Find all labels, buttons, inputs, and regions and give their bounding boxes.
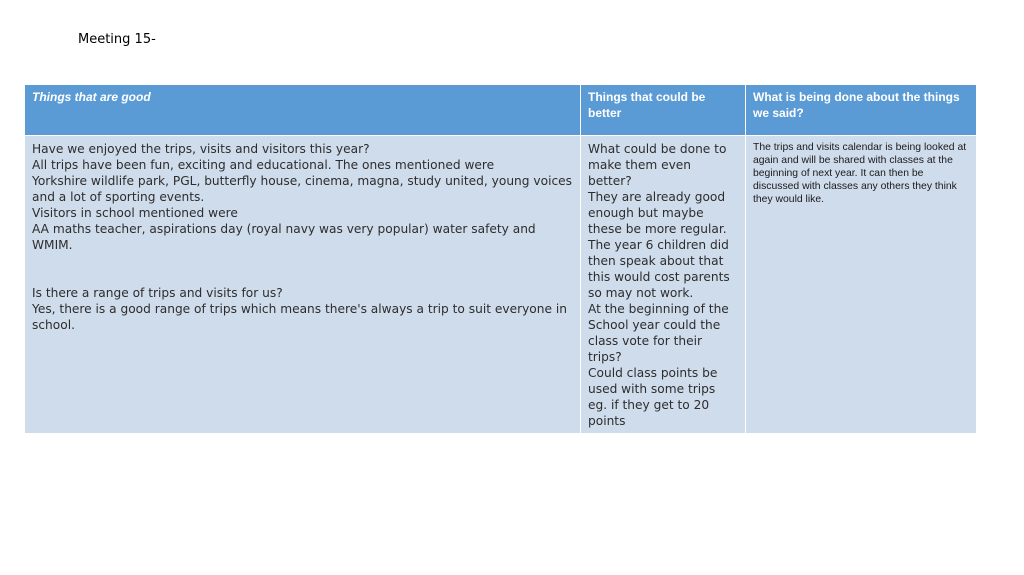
header-things-good: Things that are good: [25, 85, 581, 136]
better-cell-text: [588, 141, 738, 429]
good-cell: [25, 136, 581, 434]
better-question-1: What could be done to make them even better?: [588, 142, 727, 188]
good-visitors-list: AA maths teacher, aspirations day (royal navy was very popular) water safety and WMIM.: [32, 222, 536, 252]
good-answer-1: All trips have been fun, exciting and educational. The ones mentioned were: [32, 158, 495, 172]
better-question-2: At the beginning of the School year could the class vote for their trips?: [588, 302, 729, 364]
better-question-3: Could class points be used with some trips eg. if they get to 20 points: [588, 366, 718, 428]
header-things-better: Things that could be better: [581, 85, 746, 136]
action-cell: [746, 136, 977, 434]
table-header-row: [25, 85, 977, 136]
good-question-1: Have we enjoyed the trips, visits and visitors this year?: [32, 142, 370, 156]
header-action-taken: What is being done about the things we said?: [746, 85, 977, 136]
page-title: Meeting 15-: [78, 32, 156, 47]
better-cell: [581, 136, 746, 434]
good-cell-text: [32, 141, 573, 333]
good-question-2: Is there a range of trips and visits for us?: [32, 286, 283, 300]
paragraph-spacer: [32, 253, 573, 285]
meeting-table: [24, 84, 977, 434]
good-trips-list: Yorkshire wildlife park, PGL, butterfly house, cinema, magna, study united, young voices and a lot of sporting events.: [32, 174, 572, 204]
better-answer-1: They are already good enough but maybe these be more regular. The year 6 children did then speak about that this would cost parents so may not work.: [588, 190, 730, 300]
action-text: The trips and visits calendar is being looked at again and will be shared with classes at the beginning of next year. It can then be discussed with classes any others they think they would like.: [753, 142, 967, 205]
good-visitors-heading: Visitors in school mentioned were: [32, 206, 238, 220]
table-row: [25, 136, 977, 434]
good-answer-2: Yes, there is a good range of trips which means there's always a trip to suit everyone in school.: [32, 302, 567, 332]
